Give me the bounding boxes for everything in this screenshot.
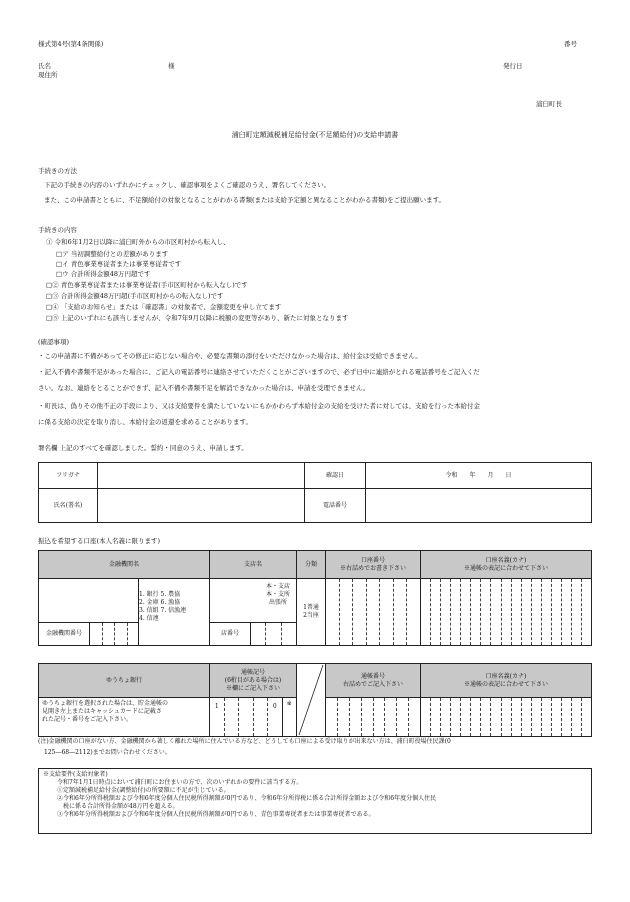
content-item[interactable]: □⑤ 上記のいずれにも該当しませんが、令和7年9月以降に税額の変更等があり、新たに対象となります xyxy=(46,314,349,322)
col-institution: 金融機関名 xyxy=(39,551,210,579)
yucho-account-note: 右詰めでご記入下さい xyxy=(342,680,403,688)
sama-label: 様 xyxy=(168,62,175,70)
yucho-holder-label: 口座名義(カナ) xyxy=(485,672,527,680)
issuer: 浦臼町長 xyxy=(536,100,562,108)
requirements-line: ③令和6年分所得税額および令和6年度分個人住民税所得割額が0円であり、青色事業専従者または事業専従者である。 xyxy=(57,811,375,818)
requirements-line: 令和7年1月1日時点において浦臼町にお住まいの方で、次のいずれかの要件に該当する方。 xyxy=(57,779,303,786)
yucho-instruction-line: 見開き左上またはキャッシュカードに記載さ xyxy=(42,708,162,715)
method-line: また、この申請書とともに、不足額給付の対象となることがわかる書類(または支給予定額と異なることがわかる書類)をご提出願います。 xyxy=(44,196,446,204)
yucho-digit: 1 xyxy=(210,698,225,736)
yucho-digit: 0 xyxy=(268,698,283,736)
yucho-account-header xyxy=(326,664,421,698)
confirm-line: さい。なお、連絡をとることができず、記入不備や書類不足を解消できなかった場合は、申請を受理できません。 xyxy=(38,384,370,392)
name-label: 氏名 xyxy=(38,62,51,70)
yucho-table xyxy=(38,663,592,737)
name-sign-label: 氏名(署名) xyxy=(39,489,98,523)
signature-table xyxy=(38,462,592,523)
yucho-instruction-line: れた記号・番号をご記入下さい。 xyxy=(42,716,133,723)
inst-code-label: 金融機関番号 xyxy=(39,623,90,645)
phone-label: 電話番号 xyxy=(305,489,366,523)
requirements-line: 税に係る合計所得金額が48万円を超える。 xyxy=(57,803,179,810)
content-item[interactable]: □③ 合計所得金額48万円超(手市区町村からの転入なし)です xyxy=(46,292,224,300)
yucho-symbol-header xyxy=(210,664,297,698)
method-heading: 手続きの方法 xyxy=(38,167,77,175)
yucho-instruction-line: ゆうちょ銀行を選択された場合は、貯金通帳の xyxy=(42,700,169,707)
inst-type: 4. 信連 xyxy=(139,615,159,622)
confirm-line: ・町長は、偽りその他不正の手段により、又は支給要件を満たしていないにもかかわらず本給付金の支給を受けた者に対しては、支給を行った本給付金 xyxy=(38,402,480,410)
content-item[interactable]: □ウ 合計所得金額48万円超です xyxy=(56,270,151,278)
type-cell[interactable] xyxy=(297,579,326,646)
confirm-line: に係る支給の決定を取り消し、本給付金の返還を求めることがあります。 xyxy=(38,418,252,426)
confirm-date-field[interactable]: 令和 年 月 日 xyxy=(366,463,592,489)
requirements-box xyxy=(38,768,592,834)
yucho-holder-note: ※通帳の表記に合わせて下さい xyxy=(463,680,548,688)
col-account-note: ※右詰めでお書き下さい xyxy=(339,564,406,572)
branch-cell[interactable] xyxy=(210,579,297,646)
content-item[interactable]: □② 青色事業専従者または事業専従者(手市区町村から転入なし)です xyxy=(46,281,248,289)
furigana-label: フリガナ xyxy=(39,463,98,489)
col-holder-label: 口座名義(カナ) xyxy=(485,556,527,564)
content-item[interactable]: □④ 「支給のお知らせ」または「確認書」の対象者で、金額変更を申し立てます xyxy=(46,303,282,311)
furigana-field[interactable] xyxy=(98,463,305,489)
requirements-heading: ※支給要件(支給対象者) xyxy=(43,771,108,778)
branch-type: 出張所 xyxy=(268,599,287,606)
phone-field[interactable] xyxy=(366,489,592,523)
content-item[interactable]: □イ 青色事業専従者または事業専従者です xyxy=(56,260,182,268)
yucho-mark: ※ xyxy=(286,700,292,707)
note-line: 125―68―2112)までお問い合わせください。 xyxy=(44,749,171,756)
col-account xyxy=(326,551,421,579)
account-type: 1普通 xyxy=(303,604,319,611)
account-type: 2当座 xyxy=(303,612,319,619)
yucho-account-label: 通帳番号 xyxy=(360,672,385,680)
signature-intro: 署名欄 上記のすべてを確認しました。誓約・同意のうえ、申請します。 xyxy=(38,444,248,452)
yucho-symbol-note: (6桁目がある場合は) xyxy=(224,676,282,684)
confirm-line: ・記入不備や書類不足があった場合に、ご記入の電話番号に連絡させていただくことがございますので、必ず日中に連絡がとれる電話番号をご記入くだ xyxy=(38,368,480,376)
institution-cell[interactable] xyxy=(39,579,210,646)
col-branch: 支店名 xyxy=(210,551,297,579)
document-title: 浦臼町定額減税補足給付金(不足額給付)の支給申請書 xyxy=(231,131,399,139)
diagonal-cell xyxy=(297,664,326,737)
yucho-name: ゆうちょ銀行 xyxy=(39,664,210,698)
method-line: 下記の手続きの内容のいずれかにチェックし、確認事項をよくご確認のうえ、署名してください。 xyxy=(44,181,331,189)
confirm-heading: (確認事項) xyxy=(38,338,70,346)
content-item: ① 令和6年1月2日以降に浦臼町外からの市区町村から転入し、 xyxy=(46,238,230,246)
account-number-cell[interactable] xyxy=(326,579,421,646)
content-item[interactable]: □ア 当初調整給付との差額があります xyxy=(56,250,169,258)
branch-type: 本・支店 xyxy=(265,583,290,590)
requirements-line: ②令和6年分所得税額および令和6年度分個人住民税所得割額が0円であり、令和6年分所得税に係る合計所得金額および令和6年度分個人住民 xyxy=(57,795,437,802)
note-line: (注)金融機関の口座がない方、金融機関から著しく離れた場所に住んでいる方など、どうしても口座による受け取りが出来ない方は、浦臼町役場住民課(0 xyxy=(38,738,451,745)
yucho-holder-cell[interactable] xyxy=(421,698,592,737)
inst-type: 2. 金庫 6. 漁協 xyxy=(139,599,181,606)
yucho-symbol-cell[interactable] xyxy=(210,698,297,737)
col-holder-note: ※通帳の表記に合わせて下さい xyxy=(463,564,548,572)
inst-type: 3. 信組 7. 信漁連 xyxy=(139,607,187,614)
yucho-holder-header xyxy=(421,664,592,698)
yucho-symbol-note: ※欄にご記入下さい xyxy=(225,684,280,692)
form-number: 様式第4号(第4条関係) xyxy=(38,40,104,48)
bank-table xyxy=(38,550,592,646)
col-account-label: 口座番号 xyxy=(360,556,385,564)
confirm-line: ・この申請書に不備があってその修正に応じない場合や、必要な書類の添付をいただけなかった場合は、給付金は受給できません。 xyxy=(38,352,422,360)
yucho-account-cell[interactable] xyxy=(326,698,421,737)
inst-type: 1. 銀行 5. 農協 xyxy=(139,591,181,598)
holder-cell[interactable] xyxy=(421,579,592,646)
name-sign-field[interactable] xyxy=(98,489,305,523)
requirements-line: ①定額減税補足給付金(調整給付)の所要額に不足が生じている。 xyxy=(57,787,230,794)
col-holder xyxy=(421,551,592,579)
branch-type: 本・支所 xyxy=(265,591,290,598)
branch-code-label: 店番号 xyxy=(220,630,239,637)
yucho-symbol-label: 通帳記号 xyxy=(240,668,265,676)
bank-heading: 振込を希望する口座(本人名義に限ります) xyxy=(38,537,161,545)
confirm-date-label: 確認日 xyxy=(305,463,366,489)
col-type: 分類 xyxy=(297,551,326,579)
address-label: 現住所 xyxy=(38,71,58,79)
yucho-instruction xyxy=(39,698,210,737)
number-label: 番号 xyxy=(564,40,577,48)
content-heading: 手続きの内容 xyxy=(38,226,77,234)
issue-date-label: 発行日 xyxy=(503,62,523,70)
